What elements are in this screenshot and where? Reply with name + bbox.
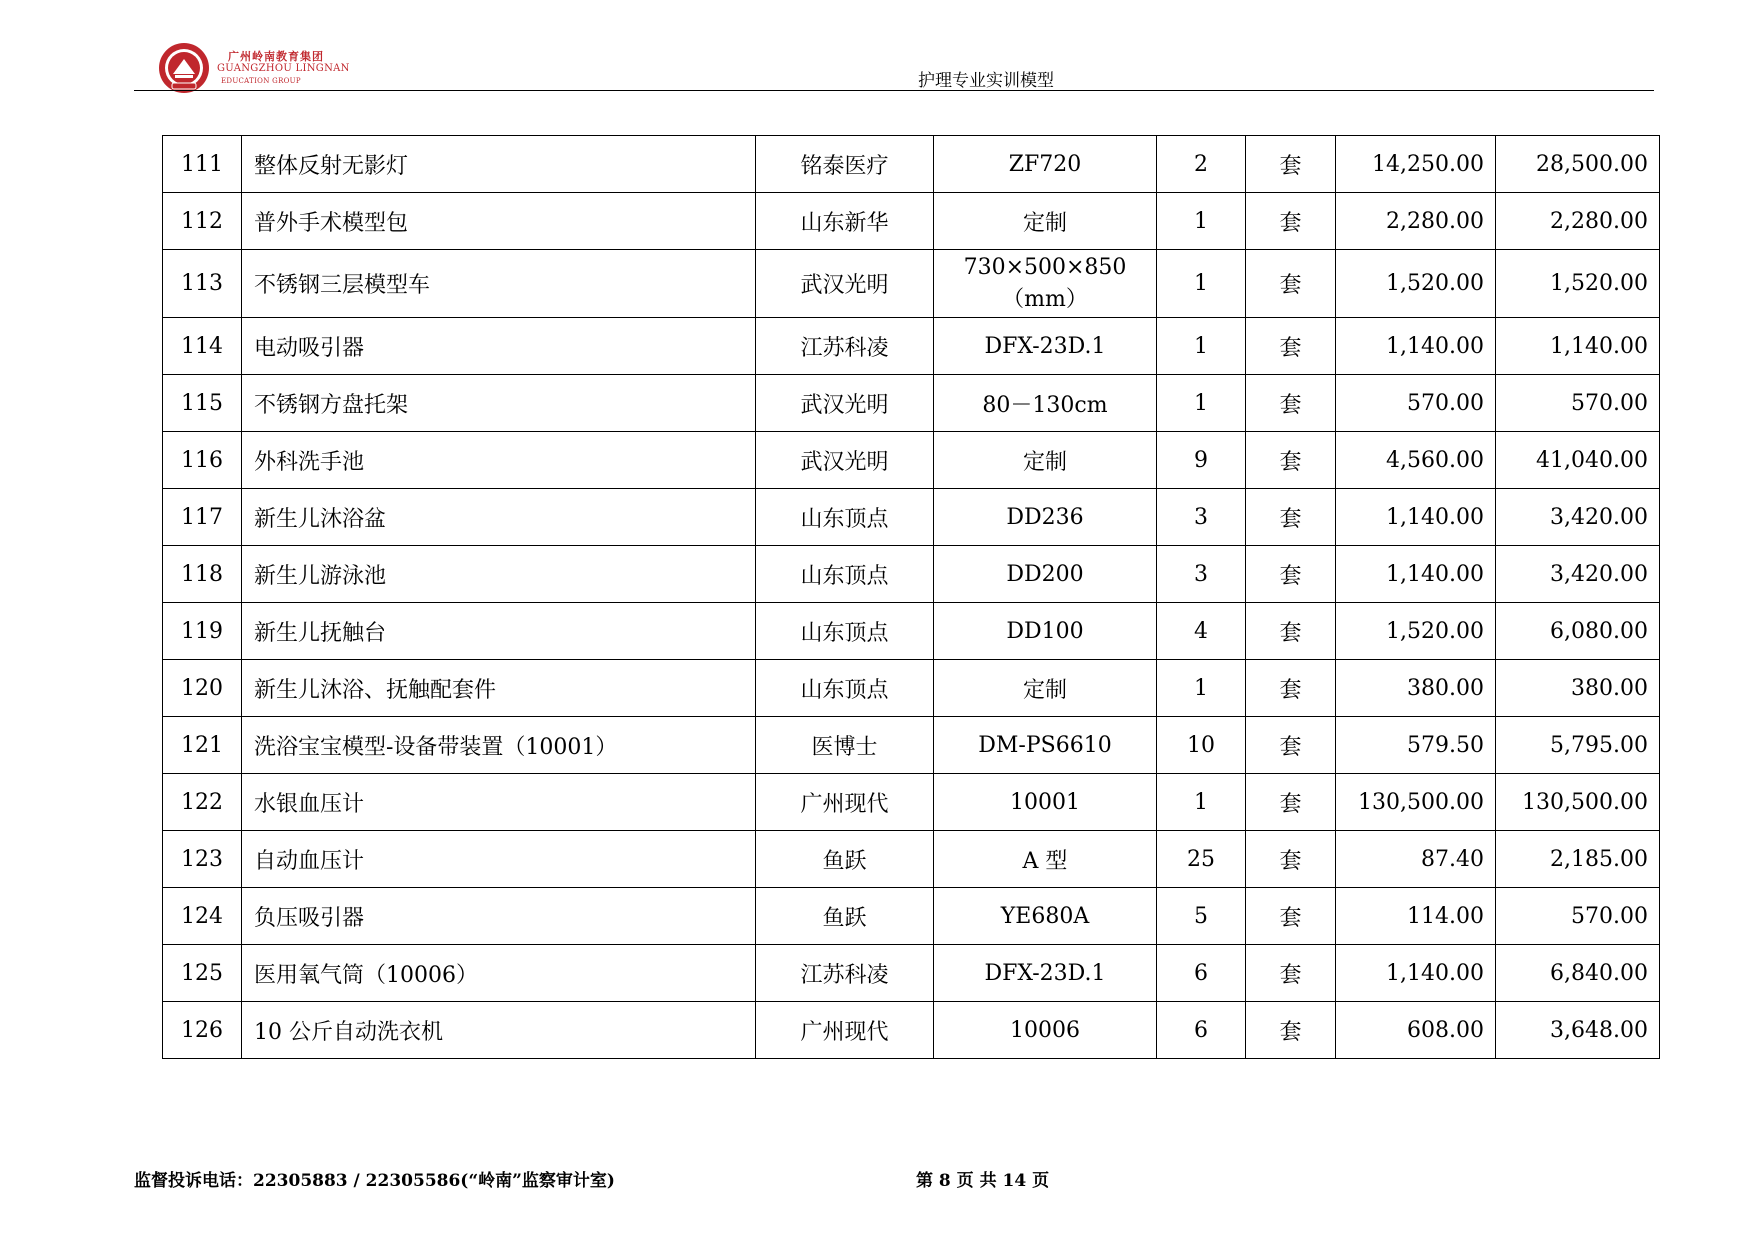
org-name-en: GUANGZHOU LINGNAN <box>217 63 350 74</box>
cell-qty: 1 <box>1157 318 1246 375</box>
table-row <box>163 888 1660 945</box>
table-row <box>163 831 1660 888</box>
cell-unit: 套 <box>1246 831 1336 888</box>
cell-price: 14,250.00 <box>1336 136 1496 193</box>
cell-spec: DFX-23D.1 <box>934 318 1157 375</box>
cell-price: 87.40 <box>1336 831 1496 888</box>
cell-total: 3,420.00 <box>1496 546 1660 603</box>
table-row <box>163 375 1660 432</box>
cell-qty: 25 <box>1157 831 1246 888</box>
cell-qty: 1 <box>1157 660 1246 717</box>
table-row <box>163 945 1660 1002</box>
cell-no: 119 <box>163 603 242 660</box>
cell-unit: 套 <box>1246 660 1336 717</box>
cell-name: 新生儿游泳池 <box>242 546 756 603</box>
cell-brand: 医博士 <box>756 717 934 774</box>
cell-spec: DD236 <box>934 489 1157 546</box>
cell-spec: DFX-23D.1 <box>934 945 1157 1002</box>
cell-price: 114.00 <box>1336 888 1496 945</box>
page-title: 护理专业实训模型 <box>918 71 1054 91</box>
cell-price: 1,520.00 <box>1336 603 1496 660</box>
table-row <box>163 1002 1660 1059</box>
cell-name: 自动血压计 <box>242 831 756 888</box>
cell-name: 负压吸引器 <box>242 888 756 945</box>
cell-price: 1,140.00 <box>1336 945 1496 1002</box>
cell-no: 111 <box>163 136 242 193</box>
cell-price: 2,280.00 <box>1336 193 1496 250</box>
cell-spec: 定制 <box>934 193 1157 250</box>
cell-qty: 4 <box>1157 603 1246 660</box>
cell-brand: 鱼跃 <box>756 888 934 945</box>
cell-unit: 套 <box>1246 603 1336 660</box>
cell-unit: 套 <box>1246 136 1336 193</box>
table-row <box>163 660 1660 717</box>
cell-name: 10 公斤自动洗衣机 <box>242 1002 756 1059</box>
cell-name: 不锈钢三层模型车 <box>242 250 756 318</box>
table-row <box>163 546 1660 603</box>
cell-unit: 套 <box>1246 945 1336 1002</box>
cell-qty: 2 <box>1157 136 1246 193</box>
cell-total: 5,795.00 <box>1496 717 1660 774</box>
cell-name: 不锈钢方盘托架 <box>242 375 756 432</box>
cell-brand: 广州现代 <box>756 774 934 831</box>
cell-unit: 套 <box>1246 888 1336 945</box>
cell-unit: 套 <box>1246 489 1336 546</box>
header-divider <box>134 90 1654 91</box>
cell-no: 115 <box>163 375 242 432</box>
table-row <box>163 774 1660 831</box>
cell-qty: 1 <box>1157 193 1246 250</box>
cell-brand: 广州现代 <box>756 1002 934 1059</box>
cell-spec: A 型 <box>934 831 1157 888</box>
cell-total: 6,080.00 <box>1496 603 1660 660</box>
cell-spec: YE680A <box>934 888 1157 945</box>
cell-brand: 山东新华 <box>756 193 934 250</box>
cell-unit: 套 <box>1246 193 1336 250</box>
cell-total: 1,140.00 <box>1496 318 1660 375</box>
cell-no: 112 <box>163 193 242 250</box>
cell-price: 608.00 <box>1336 1002 1496 1059</box>
cell-qty: 6 <box>1157 945 1246 1002</box>
cell-price: 4,560.00 <box>1336 432 1496 489</box>
cell-unit: 套 <box>1246 717 1336 774</box>
cell-unit: 套 <box>1246 546 1336 603</box>
cell-no: 123 <box>163 831 242 888</box>
table-row <box>163 717 1660 774</box>
cell-name: 医用氧气筒（10006） <box>242 945 756 1002</box>
cell-qty: 10 <box>1157 717 1246 774</box>
cell-no: 113 <box>163 250 242 318</box>
cell-unit: 套 <box>1246 375 1336 432</box>
cell-total: 3,648.00 <box>1496 1002 1660 1059</box>
cell-unit: 套 <box>1246 318 1336 375</box>
cell-unit: 套 <box>1246 1002 1336 1059</box>
cell-qty: 5 <box>1157 888 1246 945</box>
table-row <box>163 193 1660 250</box>
table-row <box>163 432 1660 489</box>
cell-spec <box>934 250 1157 318</box>
cell-spec: 10001 <box>934 774 1157 831</box>
cell-total: 2,185.00 <box>1496 831 1660 888</box>
cell-brand: 山东顶点 <box>756 546 934 603</box>
cell-no: 114 <box>163 318 242 375</box>
cell-no: 118 <box>163 546 242 603</box>
cell-spec: 定制 <box>934 660 1157 717</box>
cell-total: 130,500.00 <box>1496 774 1660 831</box>
cell-qty: 9 <box>1157 432 1246 489</box>
cell-total: 1,520.00 <box>1496 250 1660 318</box>
cell-name: 普外手术模型包 <box>242 193 756 250</box>
cell-brand: 江苏科凌 <box>756 318 934 375</box>
cell-spec: 10006 <box>934 1002 1157 1059</box>
cell-unit: 套 <box>1246 250 1336 318</box>
table-row <box>163 318 1660 375</box>
cell-qty: 3 <box>1157 489 1246 546</box>
cell-spec: 定制 <box>934 432 1157 489</box>
cell-qty: 1 <box>1157 250 1246 318</box>
cell-brand: 山东顶点 <box>756 660 934 717</box>
cell-unit: 套 <box>1246 774 1336 831</box>
cell-spec: DM-PS6610 <box>934 717 1157 774</box>
cell-qty: 1 <box>1157 774 1246 831</box>
cell-brand: 铭泰医疗 <box>756 136 934 193</box>
cell-brand: 鱼跃 <box>756 831 934 888</box>
cell-price: 130,500.00 <box>1336 774 1496 831</box>
cell-spec: DD200 <box>934 546 1157 603</box>
cell-name: 新生儿抚触台 <box>242 603 756 660</box>
cell-no: 124 <box>163 888 242 945</box>
cell-total: 2,280.00 <box>1496 193 1660 250</box>
cell-no: 120 <box>163 660 242 717</box>
table-row <box>163 136 1660 193</box>
cell-price: 579.50 <box>1336 717 1496 774</box>
cell-name: 外科洗手池 <box>242 432 756 489</box>
page-number: 第 8 页 共 14 页 <box>916 1171 1050 1191</box>
cell-price: 1,140.00 <box>1336 546 1496 603</box>
cell-brand: 武汉光明 <box>756 250 934 318</box>
cell-name: 新生儿沐浴、抚触配套件 <box>242 660 756 717</box>
cell-brand: 山东顶点 <box>756 603 934 660</box>
cell-spec: 80－130cm <box>934 375 1157 432</box>
cell-name: 新生儿沐浴盆 <box>242 489 756 546</box>
complaint-hotline: 监督投诉电话：22305883 / 22305586(“岭南”监察审计室) <box>134 1171 615 1191</box>
lingnan-logo-icon <box>158 42 210 94</box>
cell-brand: 江苏科凌 <box>756 945 934 1002</box>
equipment-table <box>162 135 1660 1059</box>
org-name-cn: 广州岭南教育集团 <box>228 50 324 63</box>
cell-name: 整体反射无影灯 <box>242 136 756 193</box>
org-name-en-sub: EDUCATION GROUP <box>221 77 301 85</box>
spec-line-1: 730×500×850 <box>963 254 1127 280</box>
cell-no: 125 <box>163 945 242 1002</box>
cell-brand: 山东顶点 <box>756 489 934 546</box>
cell-price: 1,140.00 <box>1336 489 1496 546</box>
cell-no: 121 <box>163 717 242 774</box>
cell-spec: DD100 <box>934 603 1157 660</box>
cell-qty: 6 <box>1157 1002 1246 1059</box>
cell-brand: 武汉光明 <box>756 375 934 432</box>
cell-no: 122 <box>163 774 242 831</box>
cell-total: 570.00 <box>1496 375 1660 432</box>
cell-name: 洗浴宝宝模型-设备带装置（10001） <box>242 717 756 774</box>
cell-unit: 套 <box>1246 432 1336 489</box>
cell-total: 28,500.00 <box>1496 136 1660 193</box>
cell-brand: 武汉光明 <box>756 432 934 489</box>
cell-total: 570.00 <box>1496 888 1660 945</box>
cell-qty: 3 <box>1157 546 1246 603</box>
cell-no: 116 <box>163 432 242 489</box>
cell-total: 6,840.00 <box>1496 945 1660 1002</box>
cell-total: 380.00 <box>1496 660 1660 717</box>
cell-no: 117 <box>163 489 242 546</box>
cell-spec: ZF720 <box>934 136 1157 193</box>
cell-no: 126 <box>163 1002 242 1059</box>
table-row <box>163 603 1660 660</box>
cell-price: 1,520.00 <box>1336 250 1496 318</box>
cell-total: 3,420.00 <box>1496 489 1660 546</box>
table-row <box>163 250 1660 318</box>
spec-line-2: （mm） <box>1002 286 1088 312</box>
cell-price: 380.00 <box>1336 660 1496 717</box>
cell-qty: 1 <box>1157 375 1246 432</box>
cell-name: 电动吸引器 <box>242 318 756 375</box>
cell-price: 570.00 <box>1336 375 1496 432</box>
cell-price: 1,140.00 <box>1336 318 1496 375</box>
cell-total: 41,040.00 <box>1496 432 1660 489</box>
cell-name: 水银血压计 <box>242 774 756 831</box>
table-row <box>163 489 1660 546</box>
